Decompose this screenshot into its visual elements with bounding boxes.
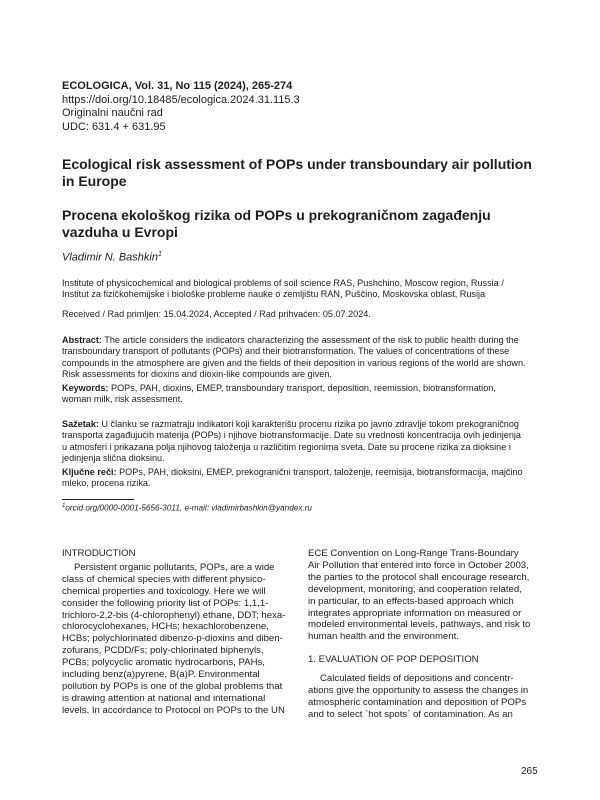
body-line: chemical properties and toxicology. Here we will	[62, 585, 266, 597]
affiliation-line: Institute of physicochemical and biological problems of soil science RAS, Pushchino, Moscow region, Russia /	[62, 278, 504, 288]
title-line: vazduha u Evropi	[62, 224, 178, 240]
received-accepted-dates: Received / Rad primljen: 15.04.2024, Accepted / Rad prihvaćen: 05.07.2024.	[62, 309, 371, 319]
sazetak-label: Sažetak:	[62, 419, 99, 429]
page-number: 265	[521, 766, 538, 777]
left-column	[62, 548, 294, 717]
sazetak-line: u atmosferi i prikazana polja njihovog taloženja u različitim regionima sveta. Date su procene rizika za dioksine i	[62, 441, 511, 452]
abstract-line: Risk assessments for dioxins and dioxin-like compounds are given.	[62, 368, 332, 379]
abstract-line: The article considers the indicators characterizing the assessment of the risk to public health during the	[101, 335, 519, 345]
footnote-text[interactable]: orcid.org/0000-0001-5656-3011, e-mail: vladimirbashkin@yandex.ru	[65, 503, 312, 513]
sazetak-line: U članku se razmatraju indikatori koji karakterišu procenu rizika po javno zdravlje tokom prekograničnog	[98, 419, 519, 429]
affiliation	[62, 278, 542, 301]
footnote-divider	[62, 499, 134, 500]
sazetak-line: transporta zagađujućih materija (POPs) i njihove biotransformacije. Date su vrednosti koncentracija ovih jedinjenja	[62, 430, 521, 441]
author-name: Vladimir N. Bashkin	[62, 251, 158, 264]
section-heading-introduction: INTRODUCTION	[62, 548, 136, 559]
body-line: HCBs; polychlorinated dibenzo-p-dioxins and diben-	[62, 633, 283, 645]
body-line: pollution by POPs is one of the global problems that	[62, 680, 283, 692]
body-line: Calculated fields of depositions and concentr-	[320, 673, 514, 685]
title-line: Ecological risk assessment of POPs under transboundary air pollution	[62, 156, 532, 172]
udc-code: UDC: 631.4 + 631.95	[62, 120, 166, 133]
body-line: and to select `hot spots` of contamination. As an	[308, 708, 513, 720]
author	[62, 251, 162, 264]
abstract-label: Abstract:	[62, 335, 102, 345]
abstract	[62, 335, 542, 380]
body-line: in particular, to an effects-based approach which	[308, 595, 514, 607]
title-line: in Europe	[62, 173, 127, 189]
body-line: consider the following priority list of POPs: 1,1,1-	[62, 597, 269, 609]
keywords-label: Keywords:	[62, 383, 109, 393]
footnote	[62, 503, 542, 513]
right-column	[308, 548, 540, 721]
keywords	[62, 383, 542, 406]
body-line: ations give the opportunity to assess the changes in	[308, 685, 529, 697]
body-line: modeled environmental levels, pathways, and risk to	[308, 619, 531, 631]
abstract-line: compounds in the atmosphere are given and the fields of their deposition in various regions of the world are shown.	[62, 357, 526, 368]
author-mark: 1	[157, 251, 162, 258]
body-line: ECE Convention on Long-Range Trans-Boundary	[308, 548, 519, 559]
body-line: integrates appropriate information on measured or	[308, 607, 522, 619]
body-line: chlorocyclohexanes, HCHs; hexachlorobenzene,	[62, 621, 269, 633]
body-line: zofurans, PCDD/Fs; poly-chlorinated biphenyls,	[62, 645, 264, 657]
title-english	[62, 156, 542, 190]
footnote-mark: 1	[62, 503, 66, 509]
affiliation-line: Institut za fizičkohemijske i biološke probleme nauke o zemljištu RAN, Puščino, Moskovska oblast, Rusija	[62, 289, 486, 300]
body-line: development, monitoring, and cooperation related,	[308, 583, 522, 595]
title-serbian	[62, 207, 542, 241]
body-line: is drawing attention at national and international	[62, 692, 266, 704]
body-line: PCBs; polycyclic aromatic hydrocarbons, PAHs,	[62, 657, 265, 669]
body-line: class of chemical species with different physico-	[62, 573, 266, 585]
keywords-line: woman milk, risk assessment.	[62, 394, 183, 405]
body-line: levels. In accordance to Protocol on POPs to the UN	[62, 704, 285, 716]
body-line: Air Pollution that entered into force in October 2003,	[308, 559, 529, 571]
body-line: the parties to the protocol shall encourage research,	[308, 571, 530, 583]
abstract-line: transboundary transport of pollutants (POPs) and their biotransformation. The values of concentrations of these	[62, 346, 510, 357]
body-line: atmospheric contamination and deposition of POPs	[308, 696, 527, 708]
sazetak	[62, 419, 542, 464]
article-header	[62, 80, 300, 134]
kljucne-reci	[62, 467, 542, 490]
kljucne-line: mleko, procena rizika.	[62, 478, 151, 489]
title-line: Procena ekološkog rizika od POPs u prekograničnom zagađenju	[62, 207, 491, 223]
sazetak-line: jedinjenja slična dioksinu.	[62, 452, 165, 463]
keywords-line: POPs, PAH, dioxins, EMEP, transboundary transport, deposition, reemission, biotransformation,	[108, 383, 496, 393]
body-line: Persistent organic pollutants, POPs, are a wide	[74, 561, 275, 573]
paper-type: Originalni naučni rad	[62, 107, 163, 119]
journal-citation: ECOLOGICA, Vol. 31, No 115 (2024), 265-274	[62, 80, 293, 92]
kljucne-label: Ključne reči:	[62, 467, 117, 477]
body-line: including benz(a)pyrene, B(a)P. Environmental	[62, 669, 260, 681]
doi-link[interactable]: https://doi.org/10.18485/ecologica.2024.31.115.3	[62, 93, 300, 106]
body-line: trichloro-2,2-bis (4-chlorophenyl) ethane, DDT; hexa-	[62, 609, 286, 621]
body-line: human health and the environment.	[308, 631, 459, 643]
section-heading-pop-deposition: 1. EVALUATION OF POP DEPOSITION	[308, 654, 479, 666]
kljucne-line: POPs, PAH, dioksini, EMEP, prekogranični transport, taloženje, reemisija, biotransformacija, majčino	[116, 467, 523, 477]
